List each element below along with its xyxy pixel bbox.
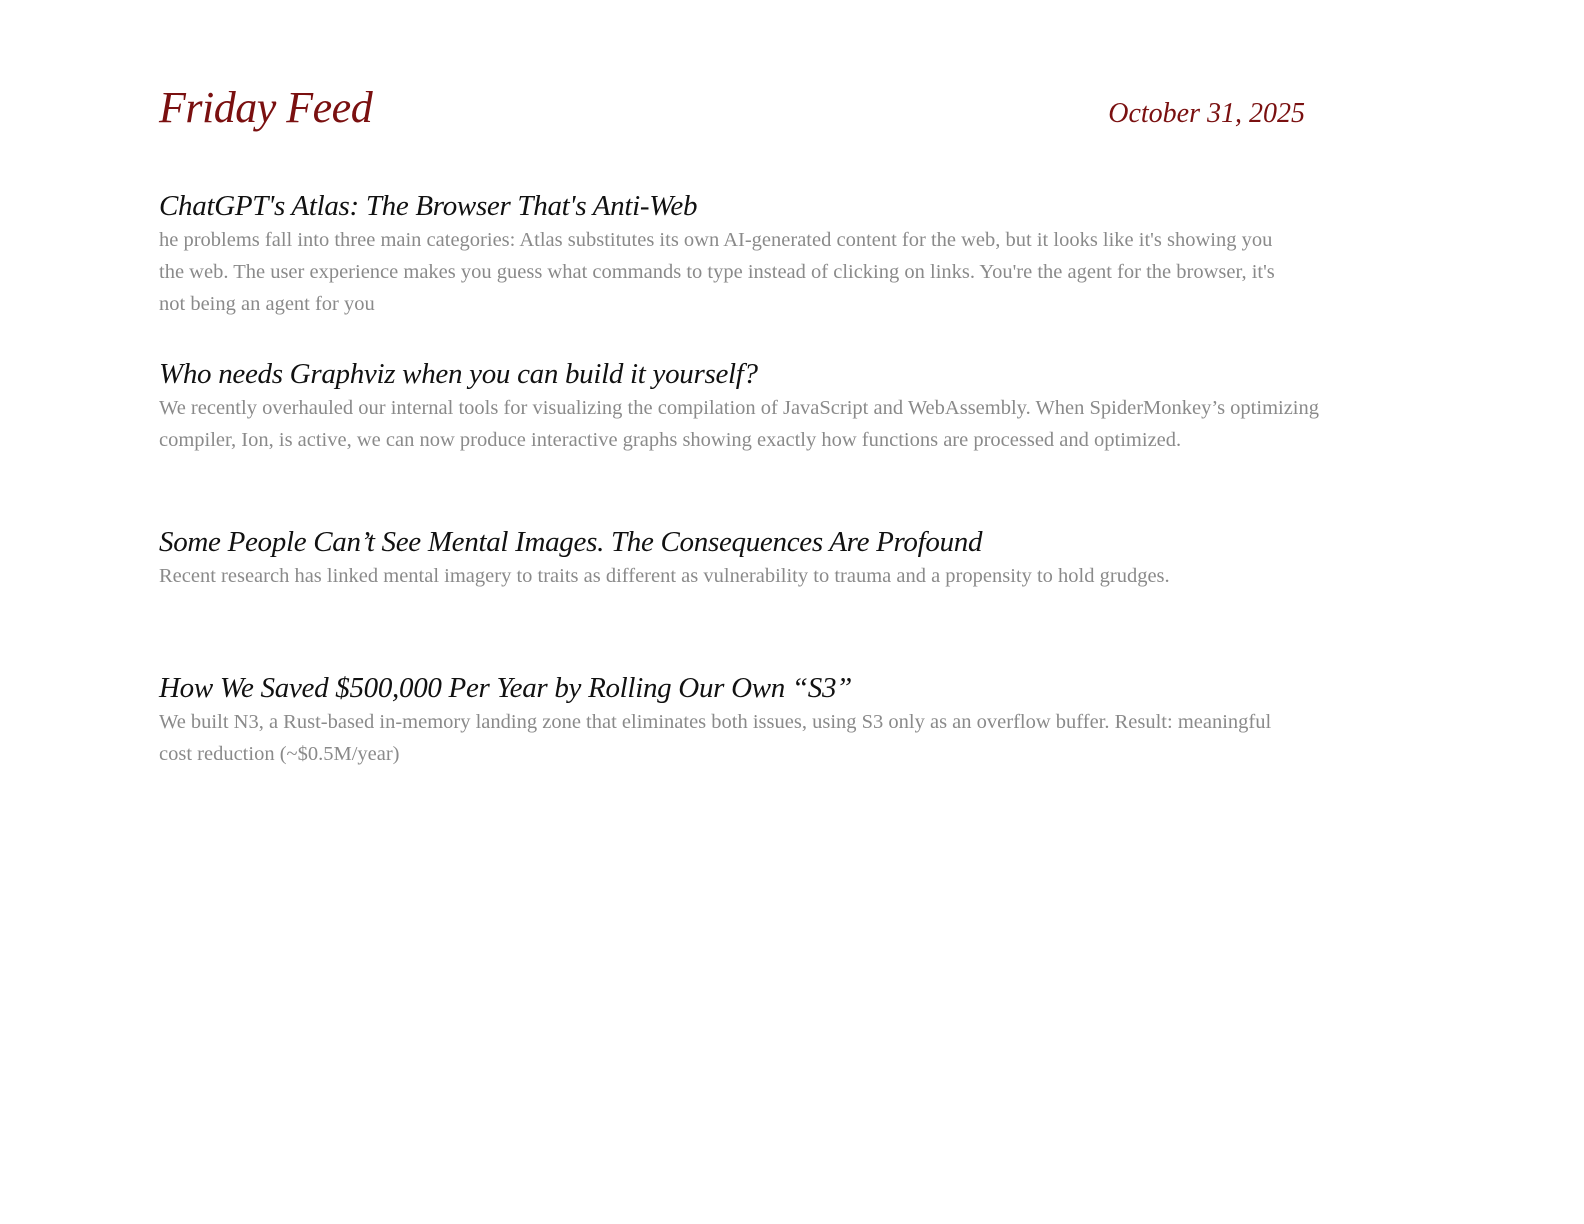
article-item — [159, 670, 1374, 770]
article-item — [159, 188, 1374, 320]
article-summary: We built N3, a Rust-based in-memory landing zone that eliminates both issues, using S3 only as an overflow buffer. Result: meaningful cost reduction (~$0.5M/year) — [159, 711, 1272, 765]
article-summary: he problems fall into three main categories: Atlas substitutes its own AI-generated content for the web, but it looks like it's showing you the web. The user experience makes you guess what commands to type instead of clicking on links. You're the agent for the browser, it's not being an agent for you — [159, 229, 1275, 315]
masthead — [159, 80, 1305, 144]
feed-date: October 31, 2025 — [1108, 98, 1305, 129]
article-title-link[interactable]: How We Saved $500,000 Per Year by Rolling Our Own “S3” — [159, 672, 852, 704]
article-title-link[interactable]: Who needs Graphviz when you can build it yourself? — [159, 358, 758, 390]
feed-page — [159, 80, 1374, 765]
article-item — [159, 356, 1374, 456]
article-summary: We recently overhauled our internal tools for visualizing the compilation of JavaScript and WebAssembly. When SpiderMonkey’s optimizing compiler, Ion, is active, we can now produce interactive graphs showing exactly how functions are processed and optimized. — [159, 397, 1320, 451]
article-title-link[interactable]: Some People Can’t See Mental Images. The Consequences Are Profound — [159, 526, 983, 558]
article-summary: Recent research has linked mental imagery to traits as different as vulnerability to trauma and a propensity to hold grudges. — [159, 565, 1170, 587]
article-item — [159, 524, 1374, 592]
feed-title: Friday Feed — [159, 83, 373, 132]
article-title-link[interactable]: ChatGPT's Atlas: The Browser That's Anti-Web — [159, 190, 698, 222]
